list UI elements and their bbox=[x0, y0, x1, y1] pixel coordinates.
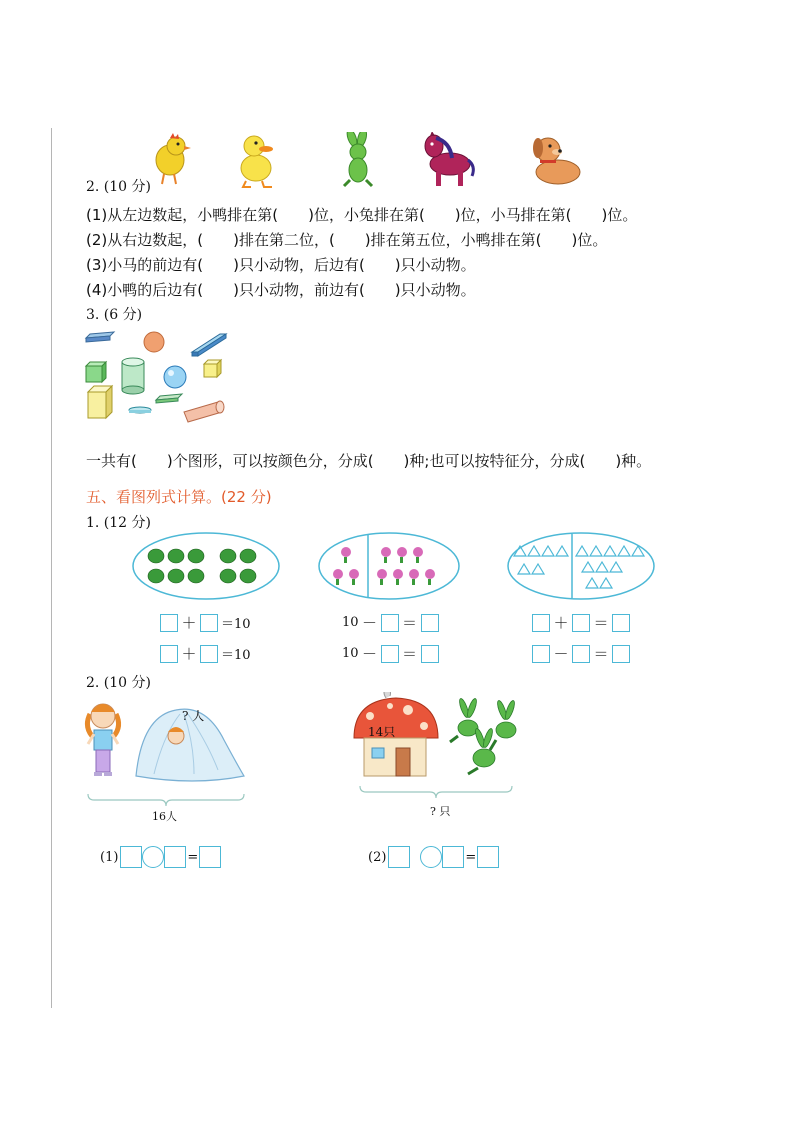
chick-icon bbox=[156, 133, 191, 184]
hide-and-seek-illustration bbox=[84, 698, 250, 806]
answer-box[interactable] bbox=[160, 645, 178, 663]
frogs-oval bbox=[133, 533, 279, 599]
operator-circle[interactable] bbox=[420, 846, 442, 868]
operator-circle[interactable] bbox=[142, 846, 164, 868]
minuend: 10 bbox=[342, 646, 359, 661]
plus-sign: ＋ bbox=[181, 614, 197, 632]
orange-sphere-icon bbox=[144, 332, 164, 352]
equation-result: ＝10 bbox=[221, 617, 251, 632]
brace bbox=[88, 794, 244, 806]
answer-box[interactable] bbox=[164, 846, 186, 868]
answer-box[interactable] bbox=[199, 846, 221, 868]
yellow-cube-icon bbox=[204, 360, 221, 377]
small-bar-icon bbox=[156, 394, 182, 403]
brace bbox=[360, 786, 512, 798]
answer-box[interactable] bbox=[160, 614, 178, 632]
house-rabbits-label: 14只 bbox=[368, 725, 396, 739]
part-label: (2) bbox=[368, 849, 387, 865]
flowers-oval bbox=[319, 533, 459, 599]
hidden-people-label: ? 人 bbox=[182, 709, 205, 723]
answer-box[interactable] bbox=[572, 614, 590, 632]
equation-result: ＝10 bbox=[221, 648, 251, 663]
question-line-2: (2)从右边数起，( )排在第二位，( )排在第五位，小鸭排在第( )位。 bbox=[86, 231, 608, 249]
flat-bar-icon bbox=[86, 332, 114, 342]
equals-sign: ＝ bbox=[593, 645, 609, 663]
answer-box[interactable] bbox=[381, 645, 399, 663]
pink-cylinder-icon bbox=[184, 401, 224, 422]
question-number: 3. (6 分) bbox=[86, 307, 143, 323]
yellow-cuboid-icon bbox=[88, 386, 112, 418]
equation-row-b2 bbox=[342, 643, 439, 664]
part-label: (1) bbox=[100, 849, 119, 865]
rabbits-icon bbox=[450, 698, 516, 774]
answer-box[interactable] bbox=[120, 846, 142, 868]
rabbit-icon bbox=[344, 132, 372, 186]
answer-box[interactable] bbox=[612, 645, 630, 663]
shapes-illustration bbox=[84, 328, 234, 426]
question-number: 2. (10 分) bbox=[86, 675, 151, 691]
long-bar-icon bbox=[192, 334, 226, 356]
girl-icon bbox=[87, 704, 118, 776]
minuend: 10 bbox=[342, 615, 359, 630]
question-line-3: (3)小马的前边有( )只小动物，后边有( )只小动物。 bbox=[86, 256, 476, 274]
equals-sign: ＝ bbox=[402, 645, 418, 663]
answer-box[interactable] bbox=[200, 645, 218, 663]
plus-sign: ＋ bbox=[181, 645, 197, 663]
answer-box[interactable] bbox=[532, 645, 550, 663]
disk-icon bbox=[129, 407, 151, 413]
dog-icon bbox=[533, 138, 580, 184]
horse-icon bbox=[425, 132, 473, 186]
plus-sign: ＋ bbox=[553, 614, 569, 632]
blue-sphere-icon bbox=[164, 366, 186, 388]
animals-row bbox=[150, 132, 590, 194]
mushroom-house-icon bbox=[354, 692, 438, 776]
equals-sign: ＝ bbox=[402, 614, 418, 632]
answer-row-2 bbox=[368, 846, 499, 868]
question-line-shapes: 一共有( )个图形，可以按颜色分，分成( )种;也可以按特征分，分成( )种。 bbox=[86, 452, 652, 470]
answer-box[interactable] bbox=[532, 614, 550, 632]
answer-box[interactable] bbox=[381, 614, 399, 632]
answer-box[interactable] bbox=[421, 614, 439, 632]
answer-box[interactable] bbox=[572, 645, 590, 663]
minus-sign: － bbox=[362, 645, 378, 663]
question-line-4: (4)小鸭的后边有( )只小动物，前边有( )只小动物。 bbox=[86, 281, 476, 299]
question-line-1: (1)从左边数起，小鸭排在第( )位，小兔排在第( )位，小马排在第( )位。 bbox=[86, 206, 638, 224]
answer-row-1 bbox=[100, 846, 221, 868]
margin-line bbox=[51, 128, 52, 1008]
equation-row-b1 bbox=[342, 612, 439, 633]
duckling-icon bbox=[241, 136, 273, 187]
answer-box[interactable] bbox=[421, 645, 439, 663]
section-title: 五、看图列式计算。(22 分) bbox=[86, 488, 272, 506]
equation-row-a2 bbox=[160, 643, 251, 664]
minus-sign: － bbox=[362, 614, 378, 632]
answer-box[interactable] bbox=[200, 614, 218, 632]
total-rabbits-label: ? 只 bbox=[430, 805, 451, 818]
answer-box[interactable] bbox=[612, 614, 630, 632]
green-cube-icon bbox=[86, 362, 106, 382]
ovals-illustration bbox=[128, 530, 668, 608]
answer-box[interactable] bbox=[388, 846, 410, 868]
cylinder-icon bbox=[122, 358, 144, 394]
total-people-label: 16人 bbox=[152, 810, 177, 823]
equation-row-a1 bbox=[160, 612, 251, 633]
question-number: 2. (10 分) bbox=[86, 179, 151, 195]
equals-sign: = bbox=[187, 849, 199, 865]
triangles-oval bbox=[508, 533, 654, 599]
equals-sign: = bbox=[465, 849, 477, 865]
minus-sign: － bbox=[553, 645, 569, 663]
mushroom-rabbits-illustration bbox=[346, 692, 526, 800]
answer-box[interactable] bbox=[477, 846, 499, 868]
equals-sign: ＝ bbox=[593, 614, 609, 632]
equation-row-c1 bbox=[532, 612, 630, 633]
question-number: 1. (12 分) bbox=[86, 515, 151, 531]
equation-row-c2 bbox=[532, 643, 630, 664]
answer-box[interactable] bbox=[442, 846, 464, 868]
